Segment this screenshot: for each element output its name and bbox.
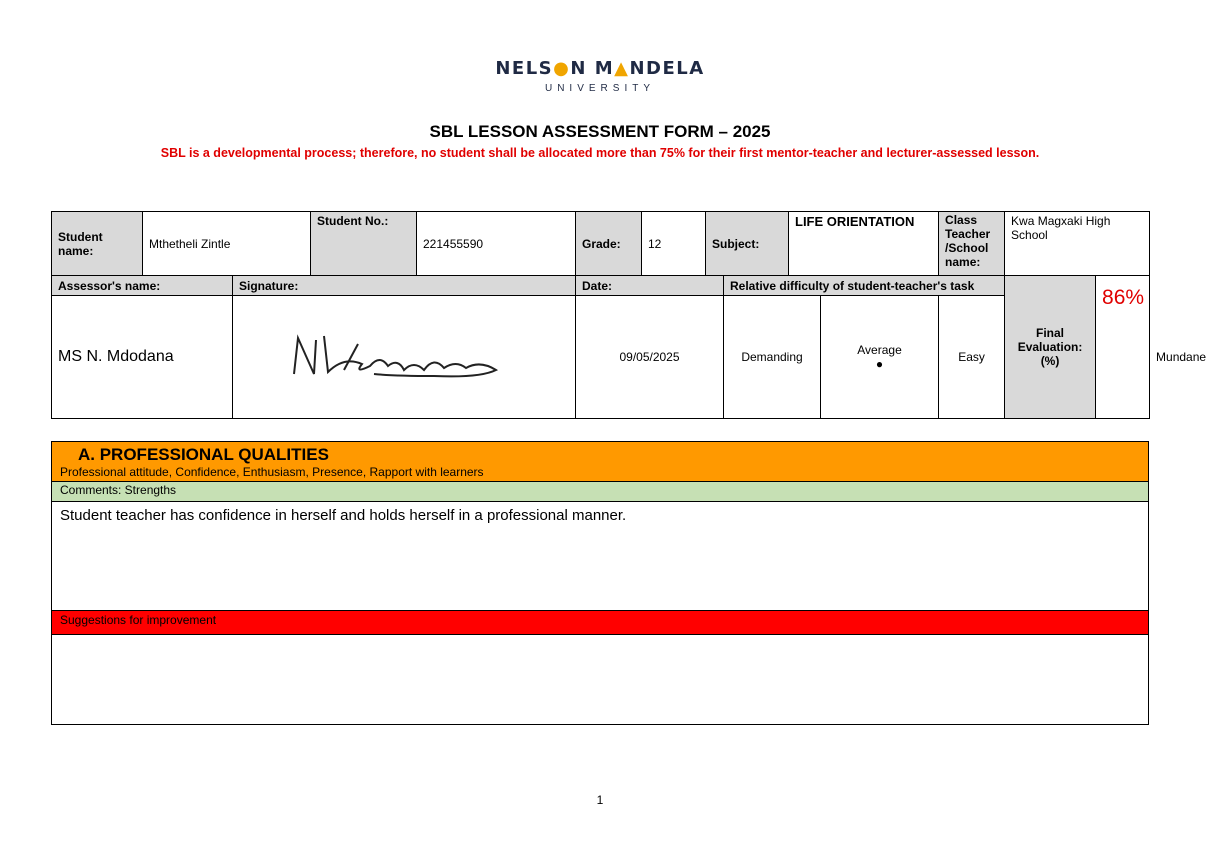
logo-subtext: UNIVERSITY xyxy=(544,83,655,94)
selected-bullet-icon: ● xyxy=(875,357,884,371)
difficulty-average-label: Average xyxy=(857,343,902,357)
date-label: Date: xyxy=(576,276,724,296)
student-name-value: Mthetheli Zintle xyxy=(143,212,311,276)
school-value: Kwa Magxaki High School xyxy=(1005,212,1150,276)
class-teacher-label: Class Teacher /School name: xyxy=(939,212,1005,276)
grade-label: Grade: xyxy=(576,212,642,276)
form-subtitle: SBL is a developmental process; therefore, no student shall be allocated more than 75% for their first mentor-teacher and lecturer-assessed lesson. xyxy=(160,146,1040,160)
final-evaluation-label: Final Evaluation: (%) xyxy=(1005,276,1096,419)
difficulty-easy: Easy xyxy=(939,296,1005,419)
student-no-value: 221455590 xyxy=(417,212,576,276)
strengths-text: Student teacher has confidence in herself and holds herself in a professional manner. xyxy=(60,507,627,524)
improvement-comment xyxy=(52,634,1148,724)
difficulty-label: Relative difficulty of student-teacher's task xyxy=(724,276,1005,296)
difficulty-average xyxy=(821,296,939,419)
date-value: 09/05/2025 xyxy=(576,296,724,419)
section-header xyxy=(52,442,1148,481)
grade-value: 12 xyxy=(642,212,706,276)
subject-label: Subject: xyxy=(706,212,789,276)
section-description: Professional attitude, Confidence, Enthusiasm, Presence, Rapport with learners xyxy=(60,465,484,479)
subject-value: LIFE ORIENTATION xyxy=(789,212,939,276)
logo-wordmark: NELS●N M▲NDELA xyxy=(495,58,705,79)
improvement-label: Suggestions for improvement xyxy=(52,610,1148,634)
signature-image xyxy=(233,296,576,419)
university-logo xyxy=(0,58,1200,94)
assessor-label: Assessor's name: xyxy=(52,276,233,296)
strengths-comment xyxy=(52,501,1148,610)
difficulty-demanding: Demanding xyxy=(724,296,821,419)
student-info-table: Student name: Mthetheli Zintle Student No.: 221455590 Grade: 12 Subject: LIFE ORIENTATION Class Teacher /School name: Kwa Magxaki High School Assessor's name: Signature: Date: Relative difficulty of student-teacher's task Final Evaluation: (%) 86% MS N. Mdodana 09/05/2025 Demanding Average ● Easy Mundane xyxy=(51,211,1150,419)
signature-label: Signature: xyxy=(233,276,576,296)
section-professional-qualities xyxy=(51,441,1149,725)
student-no-label: Student No.: xyxy=(311,212,417,276)
assessor-value: MS N. Mdodana xyxy=(52,296,233,419)
final-evaluation-value: 86% xyxy=(1096,276,1150,419)
signature-scribble xyxy=(284,326,524,386)
section-title: A. PROFESSIONAL QUALITIES xyxy=(78,445,329,464)
form-title: SBL LESSON ASSESSMENT FORM – 2025 xyxy=(429,122,771,141)
strengths-label: Comments: Strengths xyxy=(52,481,1148,501)
page-number: 1 xyxy=(596,793,604,807)
student-name-label: Student name: xyxy=(52,212,143,276)
